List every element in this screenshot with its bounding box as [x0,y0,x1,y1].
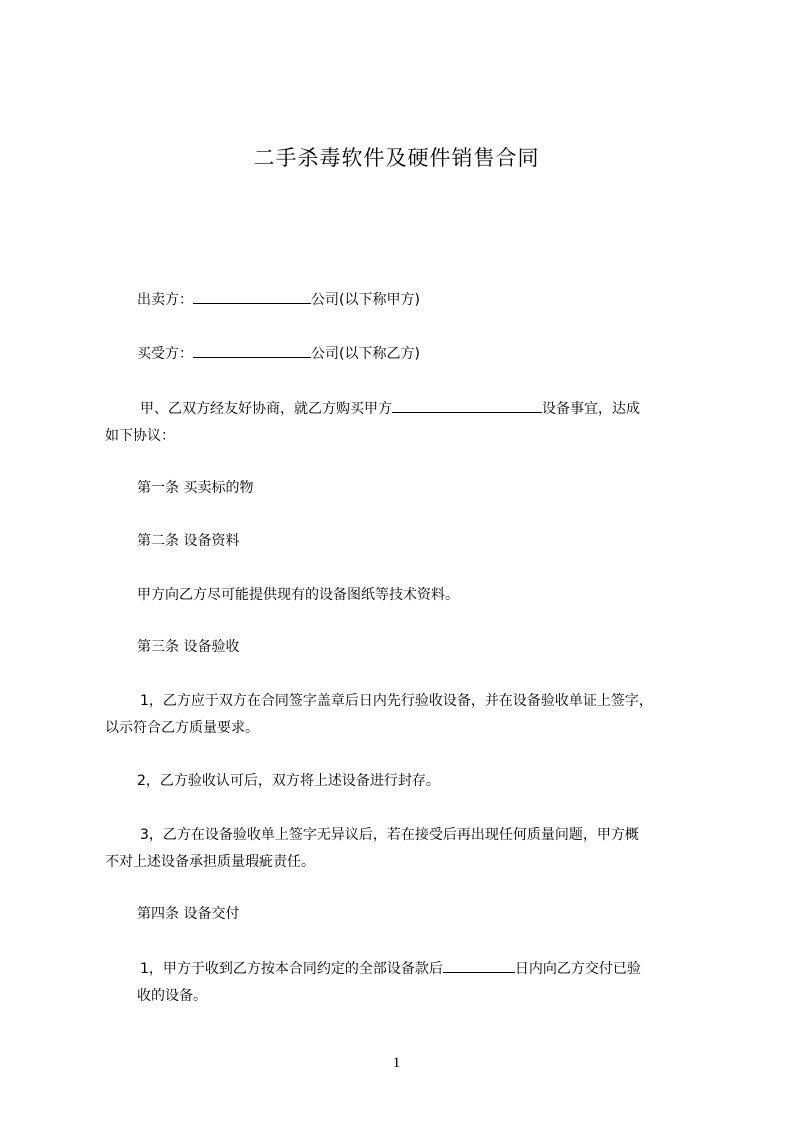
seller-suffix: 公司(以下称甲方) [311,292,420,308]
intro-lead: 甲、乙双方经友好协商，就乙方购买甲方 [140,401,392,417]
intro-mid: 设备事宜，达成 [542,401,640,417]
buyer-label: 买受方： [137,346,193,362]
article-3-item-3-line-1: 3，乙方在设备验收单上签字无异议后，若在接受后再出现任何质量问题，甲方概 [140,827,639,843]
article-3-item-1-line-2: 以示符合乙方质量要求。 [105,720,259,736]
article-3-item-3-line-2: 不对上述设备承担质量瑕疵责任。 [105,854,315,870]
page-number: 1 [392,1055,401,1071]
buyer-line [105,341,715,368]
article-3-item-2: 2，乙方验收认可后，双方将上述设备进行封存。 [137,773,440,789]
seller-name-blank [193,288,311,304]
buyer-suffix: 公司(以下称乙方) [311,346,420,362]
article-4-item-1-line-1: 1，甲方于收到乙方按本合同约定的全部设备款后 日内向乙方交付已验 [105,956,715,983]
article-2-heading: 第二条 设备资料 [137,533,240,549]
article-4-heading: 第四条 设备交付 [137,906,240,922]
delivery-days-blank [443,957,515,973]
intro-line-1 [105,396,715,423]
article-3-item-1-line-1: 1，乙方应于双方在合同签字盖章后日内先行验收设备，并在设备验收单证上签字， [140,693,653,709]
intro-line-2: 如下协议： [105,428,175,444]
buyer-name-blank [193,342,311,358]
equipment-blank [392,397,542,413]
seller-line [105,287,715,314]
article-2-text: 甲方向乙方尽可能提供现有的设备图纸等技术资料。 [137,587,459,603]
article-4-item-1-line-2: 收的设备。 [137,988,207,1004]
seller-label: 出卖方： [137,292,193,308]
article-3-heading: 第三条 设备验收 [137,639,240,655]
article-1-heading: 第一条 买卖标的物 [137,480,254,496]
document-title: 二手杀毒软件及硬件销售合同 [253,146,540,170]
